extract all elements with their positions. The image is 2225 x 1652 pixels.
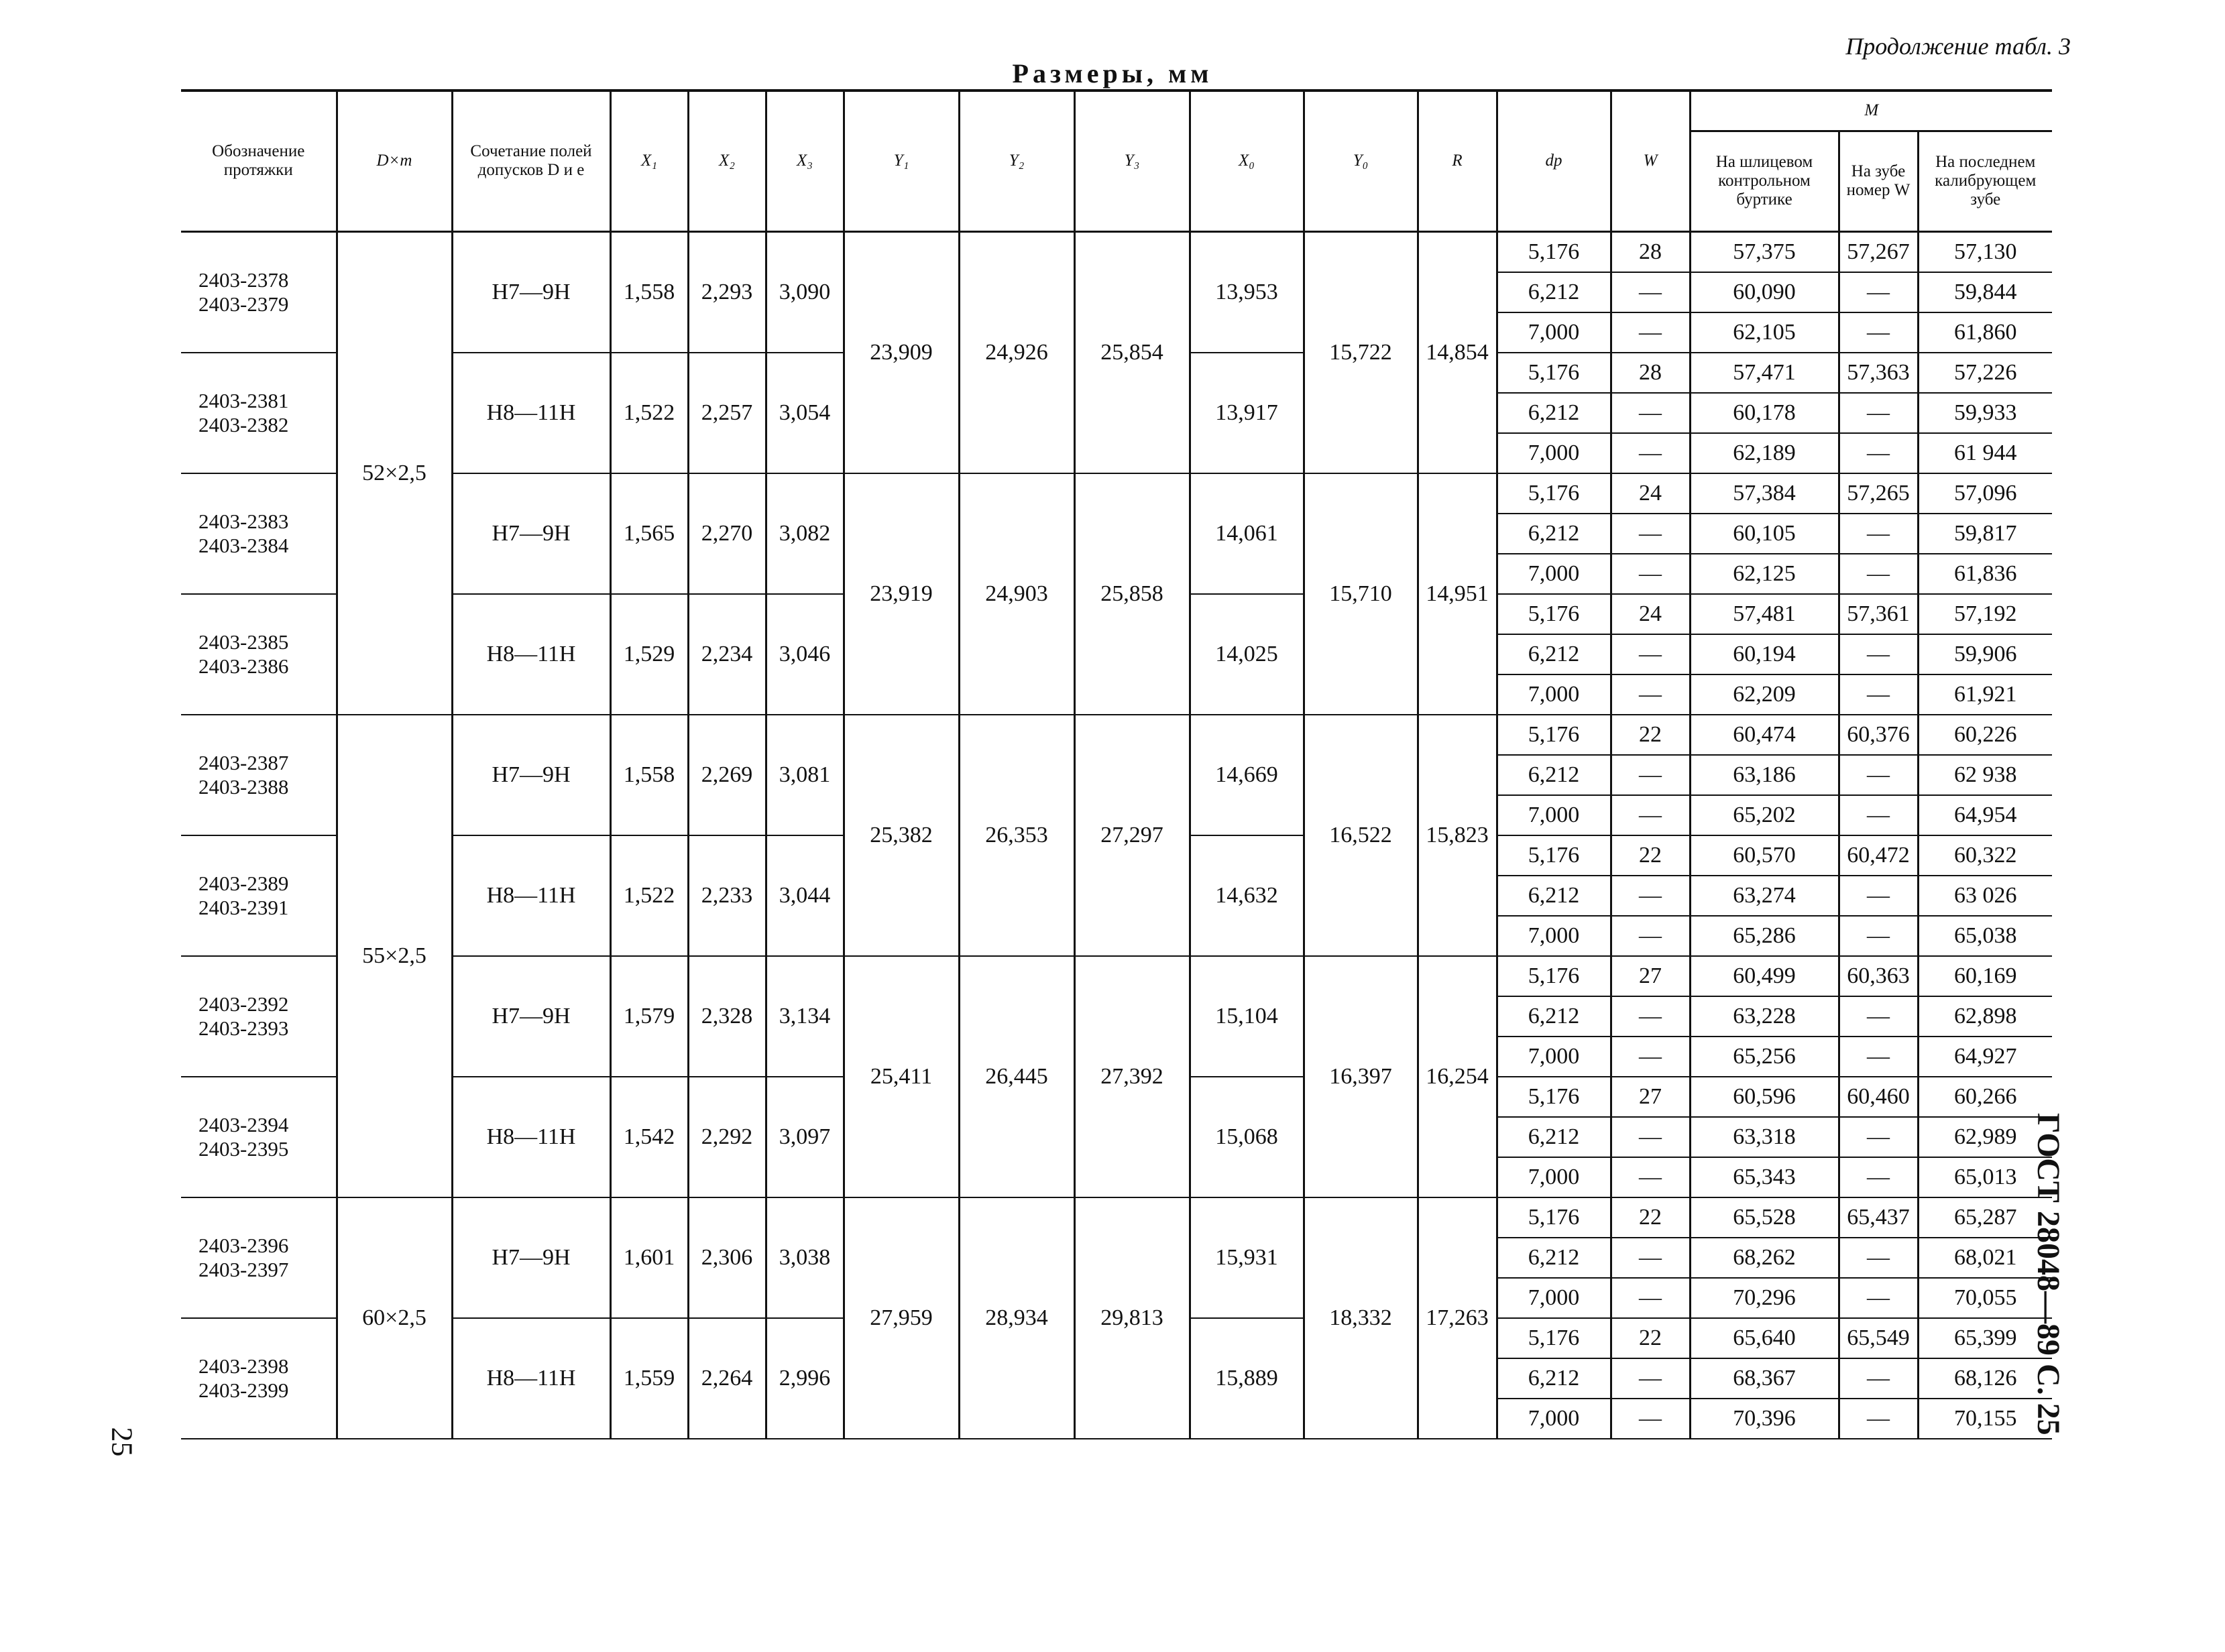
m-spline-cell: 60,570 [1690, 835, 1839, 876]
m-last-tooth-cell: 59,933 [1918, 393, 2052, 433]
dp-cell: 5,176 [1497, 353, 1611, 393]
w-cell: 27 [1611, 1077, 1690, 1117]
m-tooth-number-cell: 65,437 [1839, 1197, 1918, 1238]
m-tooth-number-cell: — [1839, 674, 1918, 715]
x1-cell: 1,558 [610, 715, 688, 835]
x1-cell: 1,579 [610, 956, 688, 1077]
dp-cell: 6,212 [1497, 755, 1611, 795]
m-tooth-number-cell: — [1839, 433, 1918, 473]
designation-code: 2403-2396 [198, 1233, 289, 1257]
m-spline-cell: 62,125 [1690, 554, 1839, 594]
m-spline-cell: 57,375 [1690, 231, 1839, 272]
continuation-label: Продолжение табл. 3 [1845, 33, 2071, 60]
m-spline-cell: 65,286 [1690, 916, 1839, 956]
m-last-tooth-cell: 62,898 [1918, 996, 2052, 1037]
m-last-tooth-cell: 60,226 [1918, 715, 2052, 755]
table-row [181, 231, 2052, 272]
m-spline-cell: 68,367 [1690, 1358, 1839, 1399]
y3-cell: 27,297 [1074, 715, 1190, 956]
y2-cell: 26,353 [959, 715, 1074, 956]
m-spline-cell: 60,090 [1690, 272, 1839, 312]
m-spline-cell: 65,256 [1690, 1037, 1839, 1077]
x0-cell: 15,889 [1190, 1318, 1304, 1439]
m-tooth-number-cell: — [1839, 996, 1918, 1037]
w-cell: — [1611, 393, 1690, 433]
dp-cell: 7,000 [1497, 1037, 1611, 1077]
designation-code: 2403-2399 [198, 1378, 289, 1402]
x1-cell: 1,559 [610, 1318, 688, 1439]
m-tooth-number-cell: 57,361 [1839, 594, 1918, 634]
y1-cell: 27,959 [844, 1197, 959, 1439]
dm-cell: 52×2,5 [337, 231, 452, 715]
header-y0: Y₀ [1304, 91, 1418, 231]
m-last-tooth-cell: 68,021 [1918, 1238, 2052, 1278]
dp-cell: 6,212 [1497, 634, 1611, 674]
header-m-last-tooth: На последнем калибрующем зубе [1918, 131, 2052, 231]
table-row [181, 715, 2052, 755]
m-last-tooth-cell: 60,322 [1918, 835, 2052, 876]
dp-cell: 6,212 [1497, 876, 1611, 916]
y0-cell: 18,332 [1304, 1197, 1418, 1439]
y3-cell: 25,854 [1074, 231, 1190, 473]
m-spline-cell: 60,474 [1690, 715, 1839, 755]
w-cell: — [1611, 996, 1690, 1037]
header-designation: Обозначение протяжки [181, 91, 337, 231]
y3-cell: 25,858 [1074, 473, 1190, 715]
w-cell: 27 [1611, 956, 1690, 996]
m-tooth-number-cell: 57,363 [1839, 353, 1918, 393]
x3-cell: 2,996 [766, 1318, 844, 1439]
dp-cell: 7,000 [1497, 554, 1611, 594]
designation-code: 2403-2388 [198, 774, 289, 799]
designation-cell [181, 594, 337, 715]
table-row [181, 956, 2052, 996]
header-x3: X₃ [766, 91, 844, 231]
dimensions-table [181, 89, 2052, 1439]
x0-cell: 13,917 [1190, 353, 1304, 473]
tolerance-cell: H7—9H [452, 1197, 610, 1318]
m-tooth-number-cell: — [1839, 272, 1918, 312]
designation-code: 2403-2385 [198, 630, 289, 654]
m-last-tooth-cell: 57,096 [1918, 473, 2052, 514]
dp-cell: 6,212 [1497, 514, 1611, 554]
x1-cell: 1,522 [610, 835, 688, 956]
w-cell: 22 [1611, 1197, 1690, 1238]
designation-cell [181, 231, 337, 353]
m-spline-cell: 60,194 [1690, 634, 1839, 674]
y3-cell: 29,813 [1074, 1197, 1190, 1439]
m-spline-cell: 63,186 [1690, 755, 1839, 795]
tolerance-cell: H7—9H [452, 715, 610, 835]
m-spline-cell: 62,189 [1690, 433, 1839, 473]
dp-cell: 7,000 [1497, 916, 1611, 956]
x3-cell: 3,038 [766, 1197, 844, 1318]
m-last-tooth-cell: 57,226 [1918, 353, 2052, 393]
m-last-tooth-cell: 64,927 [1918, 1037, 2052, 1077]
m-spline-cell: 63,228 [1690, 996, 1839, 1037]
tolerance-cell: H7—9H [452, 473, 610, 594]
m-last-tooth-cell: 68,126 [1918, 1358, 2052, 1399]
w-cell: — [1611, 1238, 1690, 1278]
x3-cell: 3,054 [766, 353, 844, 473]
dp-cell: 7,000 [1497, 1399, 1611, 1439]
w-cell: — [1611, 634, 1690, 674]
w-cell: — [1611, 916, 1690, 956]
header-dm: D×m [337, 91, 452, 231]
x1-cell: 1,529 [610, 594, 688, 715]
designation-code: 2403-2398 [198, 1354, 289, 1378]
m-last-tooth-cell: 63 026 [1918, 876, 2052, 916]
header-x1: X₁ [610, 91, 688, 231]
w-cell: 28 [1611, 353, 1690, 393]
dp-cell: 7,000 [1497, 674, 1611, 715]
x2-cell: 2,269 [688, 715, 766, 835]
y0-cell: 16,397 [1304, 956, 1418, 1197]
m-tooth-number-cell: — [1839, 916, 1918, 956]
tolerance-cell: H8—11H [452, 594, 610, 715]
m-last-tooth-cell: 60,169 [1918, 956, 2052, 996]
x0-cell: 14,632 [1190, 835, 1304, 956]
designation-cell [181, 1077, 337, 1197]
m-spline-cell: 65,640 [1690, 1318, 1839, 1358]
m-tooth-number-cell: — [1839, 1157, 1918, 1197]
m-tooth-number-cell: 60,376 [1839, 715, 1918, 755]
dp-cell: 7,000 [1497, 1157, 1611, 1197]
m-spline-cell: 62,105 [1690, 312, 1839, 353]
x2-cell: 2,264 [688, 1318, 766, 1439]
x2-cell: 2,257 [688, 353, 766, 473]
m-last-tooth-cell: 64,954 [1918, 795, 2052, 835]
dp-cell: 5,176 [1497, 835, 1611, 876]
m-spline-cell: 63,274 [1690, 876, 1839, 916]
m-last-tooth-cell: 61,836 [1918, 554, 2052, 594]
dp-cell: 6,212 [1497, 996, 1611, 1037]
designation-code: 2403-2392 [198, 992, 289, 1016]
m-tooth-number-cell: 60,363 [1839, 956, 1918, 996]
r-cell: 14,854 [1418, 231, 1497, 473]
m-tooth-number-cell: — [1839, 1037, 1918, 1077]
m-spline-cell: 57,471 [1690, 353, 1839, 393]
designation-code: 2403-2391 [198, 895, 289, 919]
designation-code: 2403-2387 [198, 750, 289, 774]
dm-cell: 60×2,5 [337, 1197, 452, 1439]
m-tooth-number-cell: — [1839, 514, 1918, 554]
header-x0: X₀ [1190, 91, 1304, 231]
x0-cell: 14,025 [1190, 594, 1304, 715]
x2-cell: 2,328 [688, 956, 766, 1077]
m-tooth-number-cell: 57,265 [1839, 473, 1918, 514]
w-cell: — [1611, 1037, 1690, 1077]
dp-cell: 5,176 [1497, 1077, 1611, 1117]
y0-cell: 15,710 [1304, 473, 1418, 715]
y2-cell: 24,903 [959, 473, 1074, 715]
m-last-tooth-cell: 70,055 [1918, 1278, 2052, 1318]
m-last-tooth-cell: 70,155 [1918, 1399, 2052, 1439]
x1-cell: 1,565 [610, 473, 688, 594]
w-cell: 24 [1611, 594, 1690, 634]
dp-cell: 6,212 [1497, 1238, 1611, 1278]
w-cell: 22 [1611, 1318, 1690, 1358]
header-x2: X₂ [688, 91, 766, 231]
tolerance-cell: H7—9H [452, 231, 610, 353]
m-last-tooth-cell: 65,399 [1918, 1318, 2052, 1358]
w-cell: 22 [1611, 715, 1690, 755]
m-tooth-number-cell: 65,549 [1839, 1318, 1918, 1358]
y1-cell: 23,919 [844, 473, 959, 715]
header-y2: Y₂ [959, 91, 1074, 231]
designation-cell [181, 1318, 337, 1439]
m-tooth-number-cell: — [1839, 1399, 1918, 1439]
designation-code: 2403-2386 [198, 654, 289, 678]
w-cell: 24 [1611, 473, 1690, 514]
header-m-tooth-number: На зубе номер W [1839, 131, 1918, 231]
m-tooth-number-cell: — [1839, 755, 1918, 795]
dp-cell: 5,176 [1497, 956, 1611, 996]
x1-cell: 1,558 [610, 231, 688, 353]
m-spline-cell: 68,262 [1690, 1238, 1839, 1278]
dp-cell: 7,000 [1497, 1278, 1611, 1318]
x1-cell: 1,522 [610, 353, 688, 473]
x1-cell: 1,601 [610, 1197, 688, 1318]
header-m: M [1690, 91, 2052, 131]
m-last-tooth-cell: 61,860 [1918, 312, 2052, 353]
m-tooth-number-cell: 60,460 [1839, 1077, 1918, 1117]
m-spline-cell: 65,343 [1690, 1157, 1839, 1197]
m-tooth-number-cell: — [1839, 1278, 1918, 1318]
w-cell: — [1611, 1399, 1690, 1439]
y1-cell: 23,909 [844, 231, 959, 473]
dp-cell: 6,212 [1497, 1117, 1611, 1157]
y0-cell: 16,522 [1304, 715, 1418, 956]
dp-cell: 7,000 [1497, 433, 1611, 473]
x0-cell: 15,104 [1190, 956, 1304, 1077]
m-tooth-number-cell: — [1839, 634, 1918, 674]
m-last-tooth-cell: 57,130 [1918, 231, 2052, 272]
r-cell: 14,951 [1418, 473, 1497, 715]
m-tooth-number-cell: — [1839, 876, 1918, 916]
y2-cell: 24,926 [959, 231, 1074, 473]
m-tooth-number-cell: — [1839, 795, 1918, 835]
m-last-tooth-cell: 57,192 [1918, 594, 2052, 634]
w-cell: — [1611, 272, 1690, 312]
w-cell: — [1611, 674, 1690, 715]
m-spline-cell: 65,528 [1690, 1197, 1839, 1238]
x0-cell: 14,669 [1190, 715, 1304, 835]
x3-cell: 3,097 [766, 1077, 844, 1197]
y3-cell: 27,392 [1074, 956, 1190, 1197]
m-spline-cell: 60,499 [1690, 956, 1839, 996]
designation-code: 2403-2384 [198, 533, 289, 557]
dp-cell: 5,176 [1497, 594, 1611, 634]
x2-cell: 2,292 [688, 1077, 766, 1197]
m-tooth-number-cell: 60,472 [1839, 835, 1918, 876]
header-m-spline: На шлицевом контрольном буртике [1690, 131, 1839, 231]
side-label [2031, 1113, 2106, 1488]
table-row [181, 473, 2052, 514]
x3-cell: 3,081 [766, 715, 844, 835]
w-cell: — [1611, 554, 1690, 594]
dp-cell: 7,000 [1497, 795, 1611, 835]
m-spline-cell: 60,105 [1690, 514, 1839, 554]
x0-cell: 14,061 [1190, 473, 1304, 594]
x2-cell: 2,270 [688, 473, 766, 594]
designation-code: 2403-2383 [198, 509, 289, 533]
designation-code: 2403-2397 [198, 1257, 289, 1281]
x3-cell: 3,134 [766, 956, 844, 1077]
m-last-tooth-cell: 61,921 [1918, 674, 2052, 715]
y2-cell: 26,445 [959, 956, 1074, 1197]
page-number: 25 [105, 1427, 139, 1457]
m-spline-cell: 60,596 [1690, 1077, 1839, 1117]
designation-cell [181, 1197, 337, 1318]
table-row [181, 1197, 2052, 1238]
tolerance-cell: H8—11H [452, 1077, 610, 1197]
designation-code: 2403-2389 [198, 871, 289, 895]
dp-cell: 5,176 [1497, 1318, 1611, 1358]
m-spline-cell: 57,481 [1690, 594, 1839, 634]
x2-cell: 2,306 [688, 1197, 766, 1318]
designation-cell [181, 715, 337, 835]
dp-cell: 6,212 [1497, 272, 1611, 312]
dp-cell: 6,212 [1497, 393, 1611, 433]
w-cell: — [1611, 433, 1690, 473]
m-last-tooth-cell: 62 938 [1918, 755, 2052, 795]
x2-cell: 2,234 [688, 594, 766, 715]
m-tooth-number-cell: — [1839, 554, 1918, 594]
m-last-tooth-cell: 60,266 [1918, 1077, 2052, 1117]
standard-reference: ГОСТ 28048—89 С. 25 [2031, 1113, 2066, 1435]
tolerance-cell: H7—9H [452, 956, 610, 1077]
m-tooth-number-cell: — [1839, 1358, 1918, 1399]
header-y1: Y₁ [844, 91, 959, 231]
m-last-tooth-cell: 61 944 [1918, 433, 2052, 473]
designation-cell [181, 473, 337, 594]
x3-cell: 3,082 [766, 473, 844, 594]
m-last-tooth-cell: 65,013 [1918, 1157, 2052, 1197]
m-tooth-number-cell: — [1839, 1238, 1918, 1278]
x1-cell: 1,542 [610, 1077, 688, 1197]
dp-cell: 5,176 [1497, 231, 1611, 272]
x0-cell: 13,953 [1190, 231, 1304, 353]
w-cell: — [1611, 514, 1690, 554]
r-cell: 16,254 [1418, 956, 1497, 1197]
m-spline-cell: 60,178 [1690, 393, 1839, 433]
m-spline-cell: 70,396 [1690, 1399, 1839, 1439]
m-last-tooth-cell: 59,844 [1918, 272, 2052, 312]
x3-cell: 3,046 [766, 594, 844, 715]
x0-cell: 15,068 [1190, 1077, 1304, 1197]
header-tolerance: Сочетание полей допусков D и e [452, 91, 610, 231]
m-tooth-number-cell: — [1839, 312, 1918, 353]
y1-cell: 25,411 [844, 956, 959, 1197]
designation-code: 2403-2381 [198, 388, 289, 412]
designation-code: 2403-2395 [198, 1136, 289, 1161]
dm-cell: 55×2,5 [337, 715, 452, 1197]
y2-cell: 28,934 [959, 1197, 1074, 1439]
w-cell: — [1611, 876, 1690, 916]
m-spline-cell: 70,296 [1690, 1278, 1839, 1318]
w-cell: — [1611, 795, 1690, 835]
designation-code: 2403-2394 [198, 1112, 289, 1136]
w-cell: 22 [1611, 835, 1690, 876]
dp-cell: 5,176 [1497, 715, 1611, 755]
w-cell: — [1611, 1157, 1690, 1197]
w-cell: — [1611, 755, 1690, 795]
designation-code: 2403-2382 [198, 412, 289, 436]
designation-code: 2403-2378 [198, 268, 289, 292]
designation-code: 2403-2393 [198, 1016, 289, 1040]
m-spline-cell: 62,209 [1690, 674, 1839, 715]
m-last-tooth-cell: 62,989 [1918, 1117, 2052, 1157]
m-spline-cell: 63,318 [1690, 1117, 1839, 1157]
m-tooth-number-cell: 57,267 [1839, 231, 1918, 272]
m-spline-cell: 57,384 [1690, 473, 1839, 514]
x3-cell: 3,044 [766, 835, 844, 956]
dp-cell: 6,212 [1497, 1358, 1611, 1399]
header-y3: Y₃ [1074, 91, 1190, 231]
x3-cell: 3,090 [766, 231, 844, 353]
y0-cell: 15,722 [1304, 231, 1418, 473]
m-tooth-number-cell: — [1839, 1117, 1918, 1157]
designation-cell [181, 956, 337, 1077]
w-cell: — [1611, 1117, 1690, 1157]
y1-cell: 25,382 [844, 715, 959, 956]
x2-cell: 2,293 [688, 231, 766, 353]
dp-cell: 5,176 [1497, 1197, 1611, 1238]
m-last-tooth-cell: 59,817 [1918, 514, 2052, 554]
r-cell: 15,823 [1418, 715, 1497, 956]
header-dp: dp [1497, 91, 1611, 231]
tolerance-cell: H8—11H [452, 353, 610, 473]
header-w: W [1611, 91, 1690, 231]
w-cell: 28 [1611, 231, 1690, 272]
w-cell: — [1611, 1358, 1690, 1399]
dp-cell: 7,000 [1497, 312, 1611, 353]
page-title: Размеры, мм [1012, 58, 1213, 88]
m-last-tooth-cell: 59,906 [1918, 634, 2052, 674]
w-cell: — [1611, 1278, 1690, 1318]
designation-code: 2403-2379 [198, 292, 289, 316]
designation-cell [181, 835, 337, 956]
w-cell: — [1611, 312, 1690, 353]
designation-cell [181, 353, 337, 473]
m-tooth-number-cell: — [1839, 393, 1918, 433]
r-cell: 17,263 [1418, 1197, 1497, 1439]
m-last-tooth-cell: 65,038 [1918, 916, 2052, 956]
tolerance-cell: H8—11H [452, 835, 610, 956]
x0-cell: 15,931 [1190, 1197, 1304, 1318]
dp-cell: 5,176 [1497, 473, 1611, 514]
table-body [181, 231, 2052, 1439]
header-r: R [1418, 91, 1497, 231]
m-spline-cell: 65,202 [1690, 795, 1839, 835]
x2-cell: 2,233 [688, 835, 766, 956]
m-last-tooth-cell: 65,287 [1918, 1197, 2052, 1238]
tolerance-cell: H8—11H [452, 1318, 610, 1439]
